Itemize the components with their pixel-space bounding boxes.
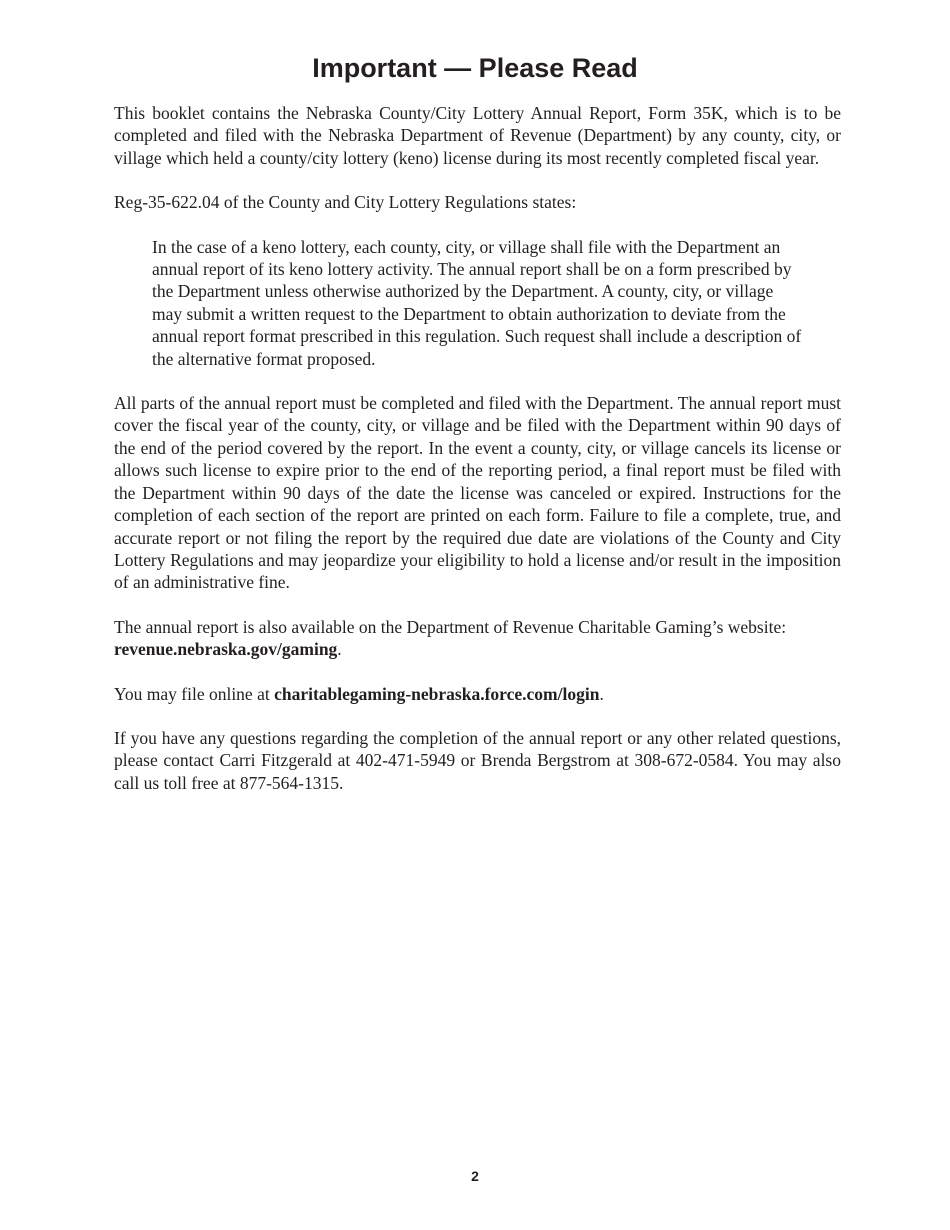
requirements-paragraph: All parts of the annual report must be completed and filed with the Department. The annual report must cover the fiscal year of the county, city, or village and be filed with the Department within 90 days of the end of the period covered by the report. In the event a county, city, or village cancels its license or allows such license to expire prior to the end of the reporting period, a final report must be filed with the Department within 90 days of the date the license was canceled or expired. Instructions for the completion of each section of the report are printed on each form. Failure to file a complete, true, and accurate report or not filing the report by the required due date are violations of the County and City Lottery Regulations and may jeopardize your eligibility to hold a license and/or result in the imposition of an administrative fine. bbox=[114, 393, 841, 593]
regulation-reference: Reg-35-622.04 of the County and City Lottery Regulations states: bbox=[114, 192, 577, 213]
website-paragraph bbox=[114, 616, 841, 661]
online-filing-link[interactable]: charitablegaming-nebraska.force.com/login bbox=[274, 683, 600, 704]
regulation-quote: In the case of a keno lottery, each county, city, or village shall file with the Department an annual report of its keno lottery activity. The annual report shall be on a form prescribed by the Department unless otherwise authorized by the Department. A county, city, or village may submit a written request to the Department to obtain authorization to deviate from the annual report format prescribed in this regulation. Such request shall include a description of the alternative format proposed. bbox=[152, 236, 802, 369]
website-link[interactable]: revenue.nebraska.gov/gaming bbox=[114, 639, 338, 660]
online-period: . bbox=[599, 683, 604, 704]
document-body bbox=[114, 102, 841, 816]
intro-paragraph: This booklet contains the Nebraska County/City Lottery Annual Report, Form 35K, which is to be completed and filed with the Nebraska Department of Revenue (Department) by any county, city, or village which held a county/city lottery (keno) license during its most recently completed fiscal year. bbox=[114, 103, 841, 168]
website-period: . bbox=[337, 639, 342, 660]
page-number: 2 bbox=[471, 1168, 479, 1184]
contact-paragraph: If you have any questions regarding the completion of the annual report or any other related questions, please contact Carri Fitzgerald at 402-471-5949 or Brenda Bergstrom at 308-672-0584. You may also call us toll free at 877-564-1315. bbox=[114, 727, 841, 793]
page-title: Important — Please Read bbox=[312, 53, 638, 83]
online-filing-paragraph bbox=[114, 683, 841, 705]
online-text: You may file online at bbox=[114, 683, 270, 704]
website-text: The annual report is also available on the Department of Revenue Charitable Gaming’s website: bbox=[114, 616, 787, 637]
